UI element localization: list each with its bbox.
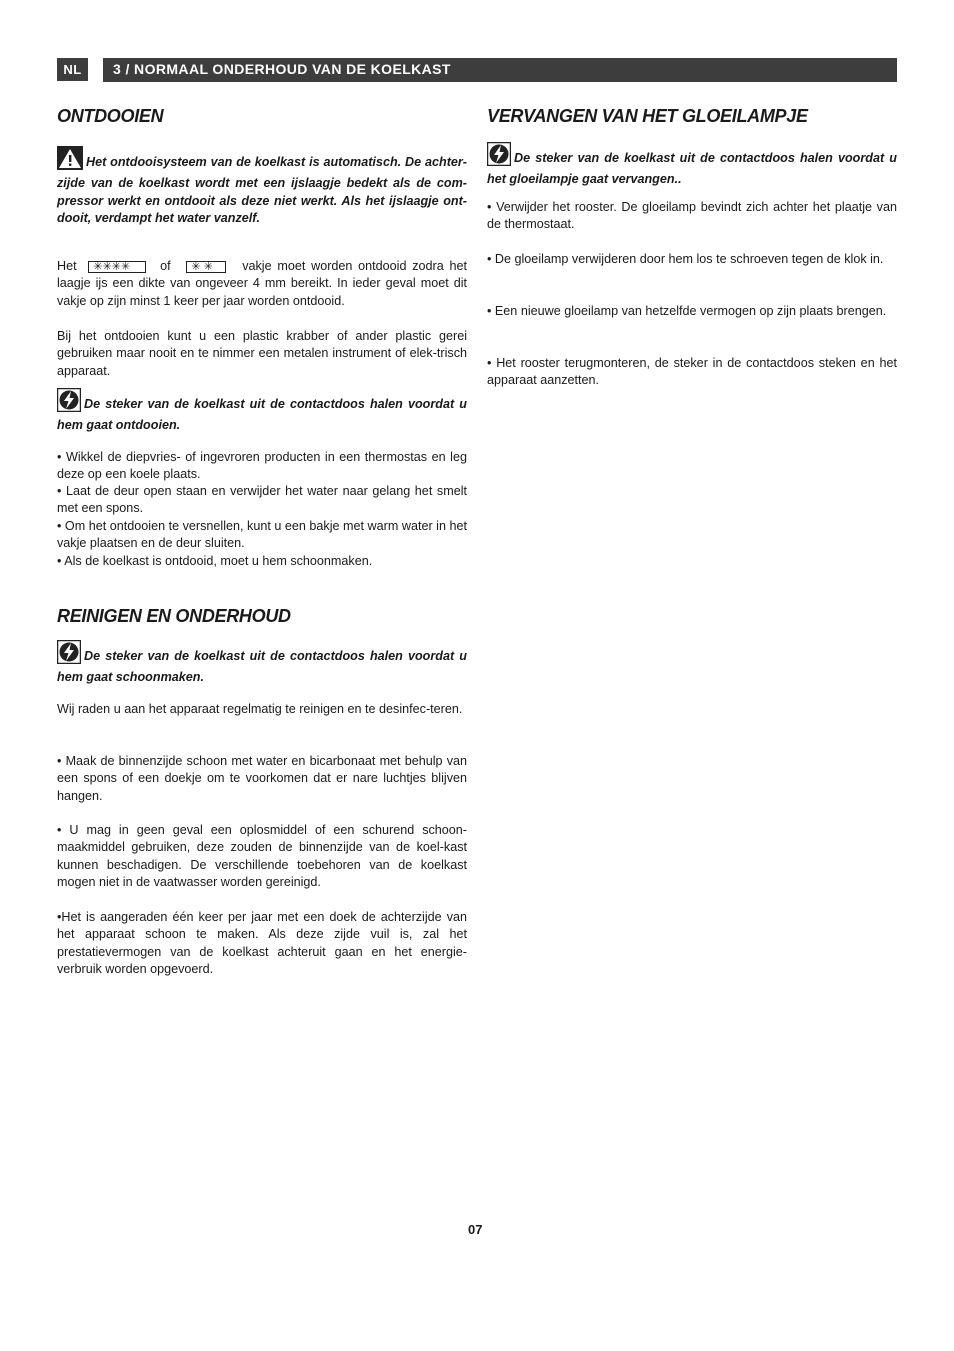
reinigen-title: REINIGEN EN ONDERHOUD	[57, 606, 291, 626]
gloeilampje-step-2: • De gloeilamp verwijderen door hem los te schroeven tegen de klok in.	[487, 252, 884, 266]
warning-triangle-icon	[57, 146, 83, 175]
ontdooien-bullet-2: • Laat de deur open staan en verwijder het water naar gelang het smelt met een spons.	[57, 484, 467, 516]
ontdooien-paragraph-1: Het ✳✳✳✳ of ✳ ✳ vakje moet worden ontdooid zodra het laagje ijs een dikte van ongeveer 4 mm bereikt. In ieder geval moet dit vakje op zijn minst 1 keer per jaar worden ontdooid.	[57, 259, 468, 308]
reinigen-paragraph-3: • U mag in geen geval een oplosmiddel of een schurend schoon-maakmiddel gebruiken, deze zouden de binnenzijde van de koel-kast kunnen beschadigen. De verschillende toebehoren van de koelkast mogen niet in de vaatwasser worden gereinigd.	[57, 823, 467, 889]
language-badge: NL	[57, 58, 88, 81]
reinigen-paragraph-2: • Maak de binnenzijde schoon met water en bicarbonaat met behulp van een spons of een doekje om te voorkomen dat er nare luchtjes blijven hangen.	[57, 754, 467, 803]
two-star-freezer-symbol: ✳ ✳	[186, 261, 226, 273]
ontdooien-bullet-4: • Als de koelkast is ontdooid, moet u hem schoonmaken.	[57, 554, 373, 568]
gloeilampje-step-1: • Verwijder het rooster. De gloeilamp bevindt zich achter het plaatje van de thermostaat.	[487, 200, 897, 232]
reinigen-paragraph-4: •Het is aangeraden één keer per jaar met een doek de achterzijde van het apparaat schoon te maken. Als deze zijde vuil is, zal het prestatievermogen van de koelkast achteruit gaan en het energie-verbruik worden opgevoerd.	[57, 910, 467, 976]
reinigen-electric-warning: De steker van de koelkast uit de contactdoos halen voordat u hem gaat schoonmaken.	[57, 640, 467, 687]
gloeilampje-electric-warning: De steker van de koelkast uit de contactdoos halen voordat u het gloeilampje gaat vervangen..	[487, 142, 897, 189]
gloeilampje-title: VERVANGEN VAN HET GLOEILAMPJE	[487, 106, 808, 126]
gloeilampje-step-3: • Een nieuwe gloeilamp van hetzelfde vermogen op zijn plaats brengen.	[487, 304, 887, 318]
page-number: 07	[468, 1222, 483, 1237]
ontdooien-electric-warning: De steker van de koelkast uit de contactdoos halen voordat u hem gaat ontdooien.	[57, 388, 467, 435]
electric-shock-icon	[487, 142, 511, 171]
reinigen-paragraph-1: Wij raden u aan het apparaat regelmatig te reinigen en te desinfec-teren.	[57, 702, 463, 716]
ontdooien-bullet-1: • Wikkel de diepvries- of ingevroren producten in een thermostas en leg deze op een koele plaats.	[57, 450, 467, 482]
ontdooien-bullet-3: • Om het ontdooien te versnellen, kunt u een bakje met warm water in het vakje plaatsen en de deur sluiten.	[57, 519, 467, 551]
ontdooien-warning: Het ontdooisysteem van de koelkast is automatisch. De achter-zijde van de koelkast wordt met een ijslaagje bedekt als de com-pressor werkt en ontdooit als deze niet werkt. Als het ijslaagje ont-dooit, verdampt het water vanzelf.	[57, 146, 467, 227]
section-header: 3 / NORMAAL ONDERHOUD VAN DE KOELKAST	[103, 58, 897, 82]
gloeilampje-step-4: • Het rooster terugmonteren, de steker in de contactdoos steken en het apparaat aanzetten.	[487, 356, 897, 388]
ontdooien-title: ONTDOOIEN	[57, 106, 164, 126]
electric-shock-icon	[57, 640, 81, 669]
electric-shock-icon	[57, 388, 81, 417]
ontdooien-paragraph-2: Bij het ontdooien kunt u een plastic krabber of ander plastic gerei gebruiken maar nooit en te nimmer een metalen instrument of elek-trisch apparaat.	[57, 329, 467, 378]
four-star-freezer-symbol: ✳✳✳✳	[88, 261, 146, 273]
